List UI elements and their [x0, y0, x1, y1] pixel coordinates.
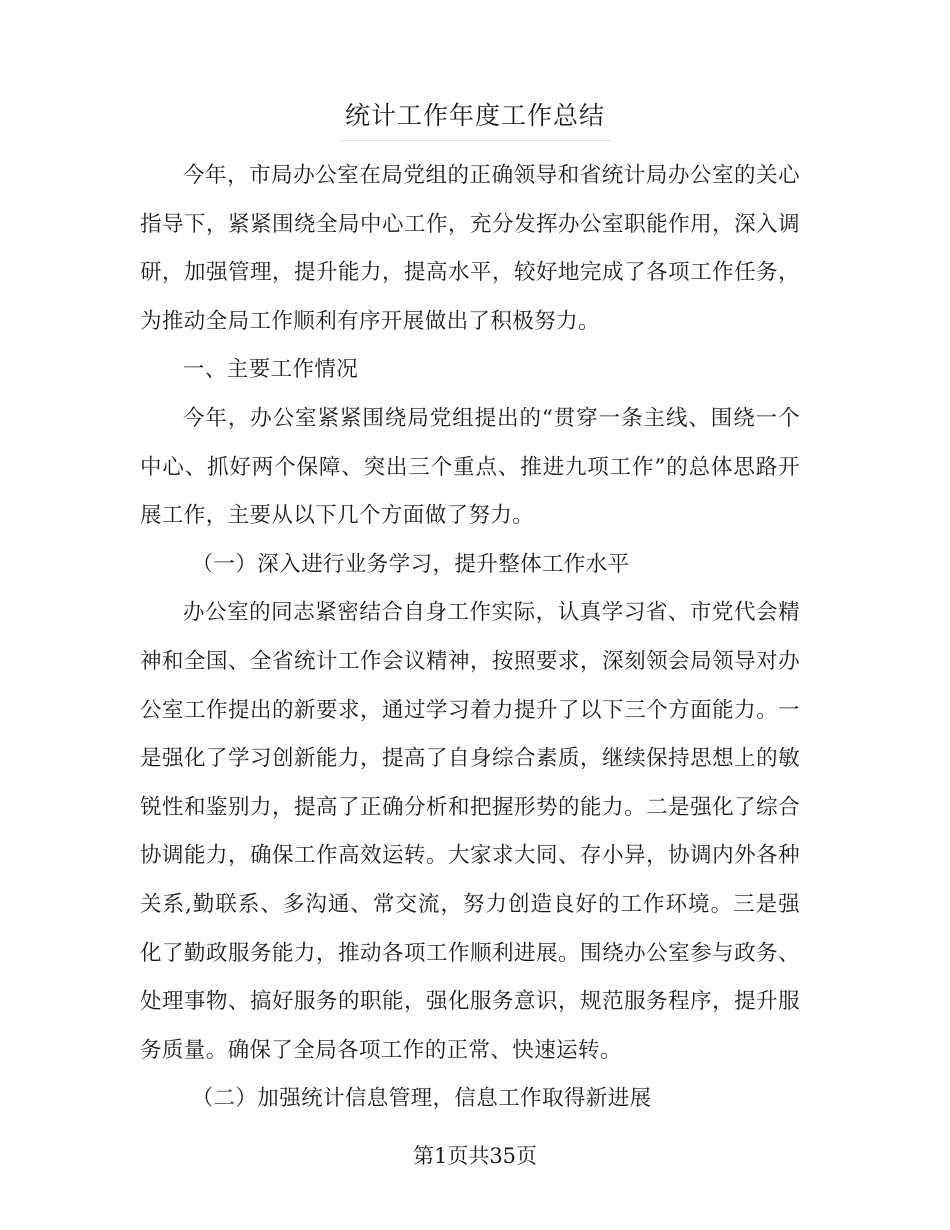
- document-title: 统计工作年度工作总结: [339, 96, 611, 141]
- title-container: [0, 96, 950, 141]
- paragraph-study: 办公室的同志紧密结合自身工作实际，认真学习省、市党代会精神和全国、全省统计工作会议精神，按照要求，深刻领会局领导对办公室工作提出的新要求，通过学习着力提升了以下三个方面能力。一是强化了学习创新能力，提高了自身综合素质，继续保持思想上的敏锐性和鉴别力，提高了正确分析和把握形势的能力。二是强化了综合协调能力，确保工作高效运转。大家求大同、存小异，协调内外各种关系,勤联系、多沟通、常交流，努力创造良好的工作环境。三是强化了勤政服务能力，推动各项工作顺利进展。围绕办公室参与政务、处理事物、搞好服务的职能，强化服务意识，规范服务程序，提升服务质量。确保了全局各项工作的正常、快速运转。: [140, 600, 800, 1063]
- subsection-heading-2: （二）加强统计信息管理，信息工作取得新进展: [191, 1086, 652, 1112]
- document-body: [140, 152, 800, 1124]
- page-footer: 第1页共35页: [412, 1144, 538, 1168]
- subsection-heading-1: （一）深入进行业务学习，提升整体工作水平: [191, 551, 630, 577]
- paragraph-overview: 今年，办公室紧紧围绕局党组提出的“贯穿一条主线、围绕一个中心、抓好两个保障、突出三个重点、推进九项工作”的总体思路开展工作，主要从以下几个方面做了努力。: [140, 405, 800, 529]
- paragraph-intro: 今年，市局办公室在局党组的正确领导和省统计局办公室的关心指导下，紧紧围绕全局中心工作，充分发挥办公室职能作用，深入调研，加强管理，提升能力，提高水平，较好地完成了各项工作任务，为推动全局工作顺利有序开展做出了积极努力。: [140, 163, 800, 334]
- section-heading: 一、主要工作情况: [183, 357, 359, 383]
